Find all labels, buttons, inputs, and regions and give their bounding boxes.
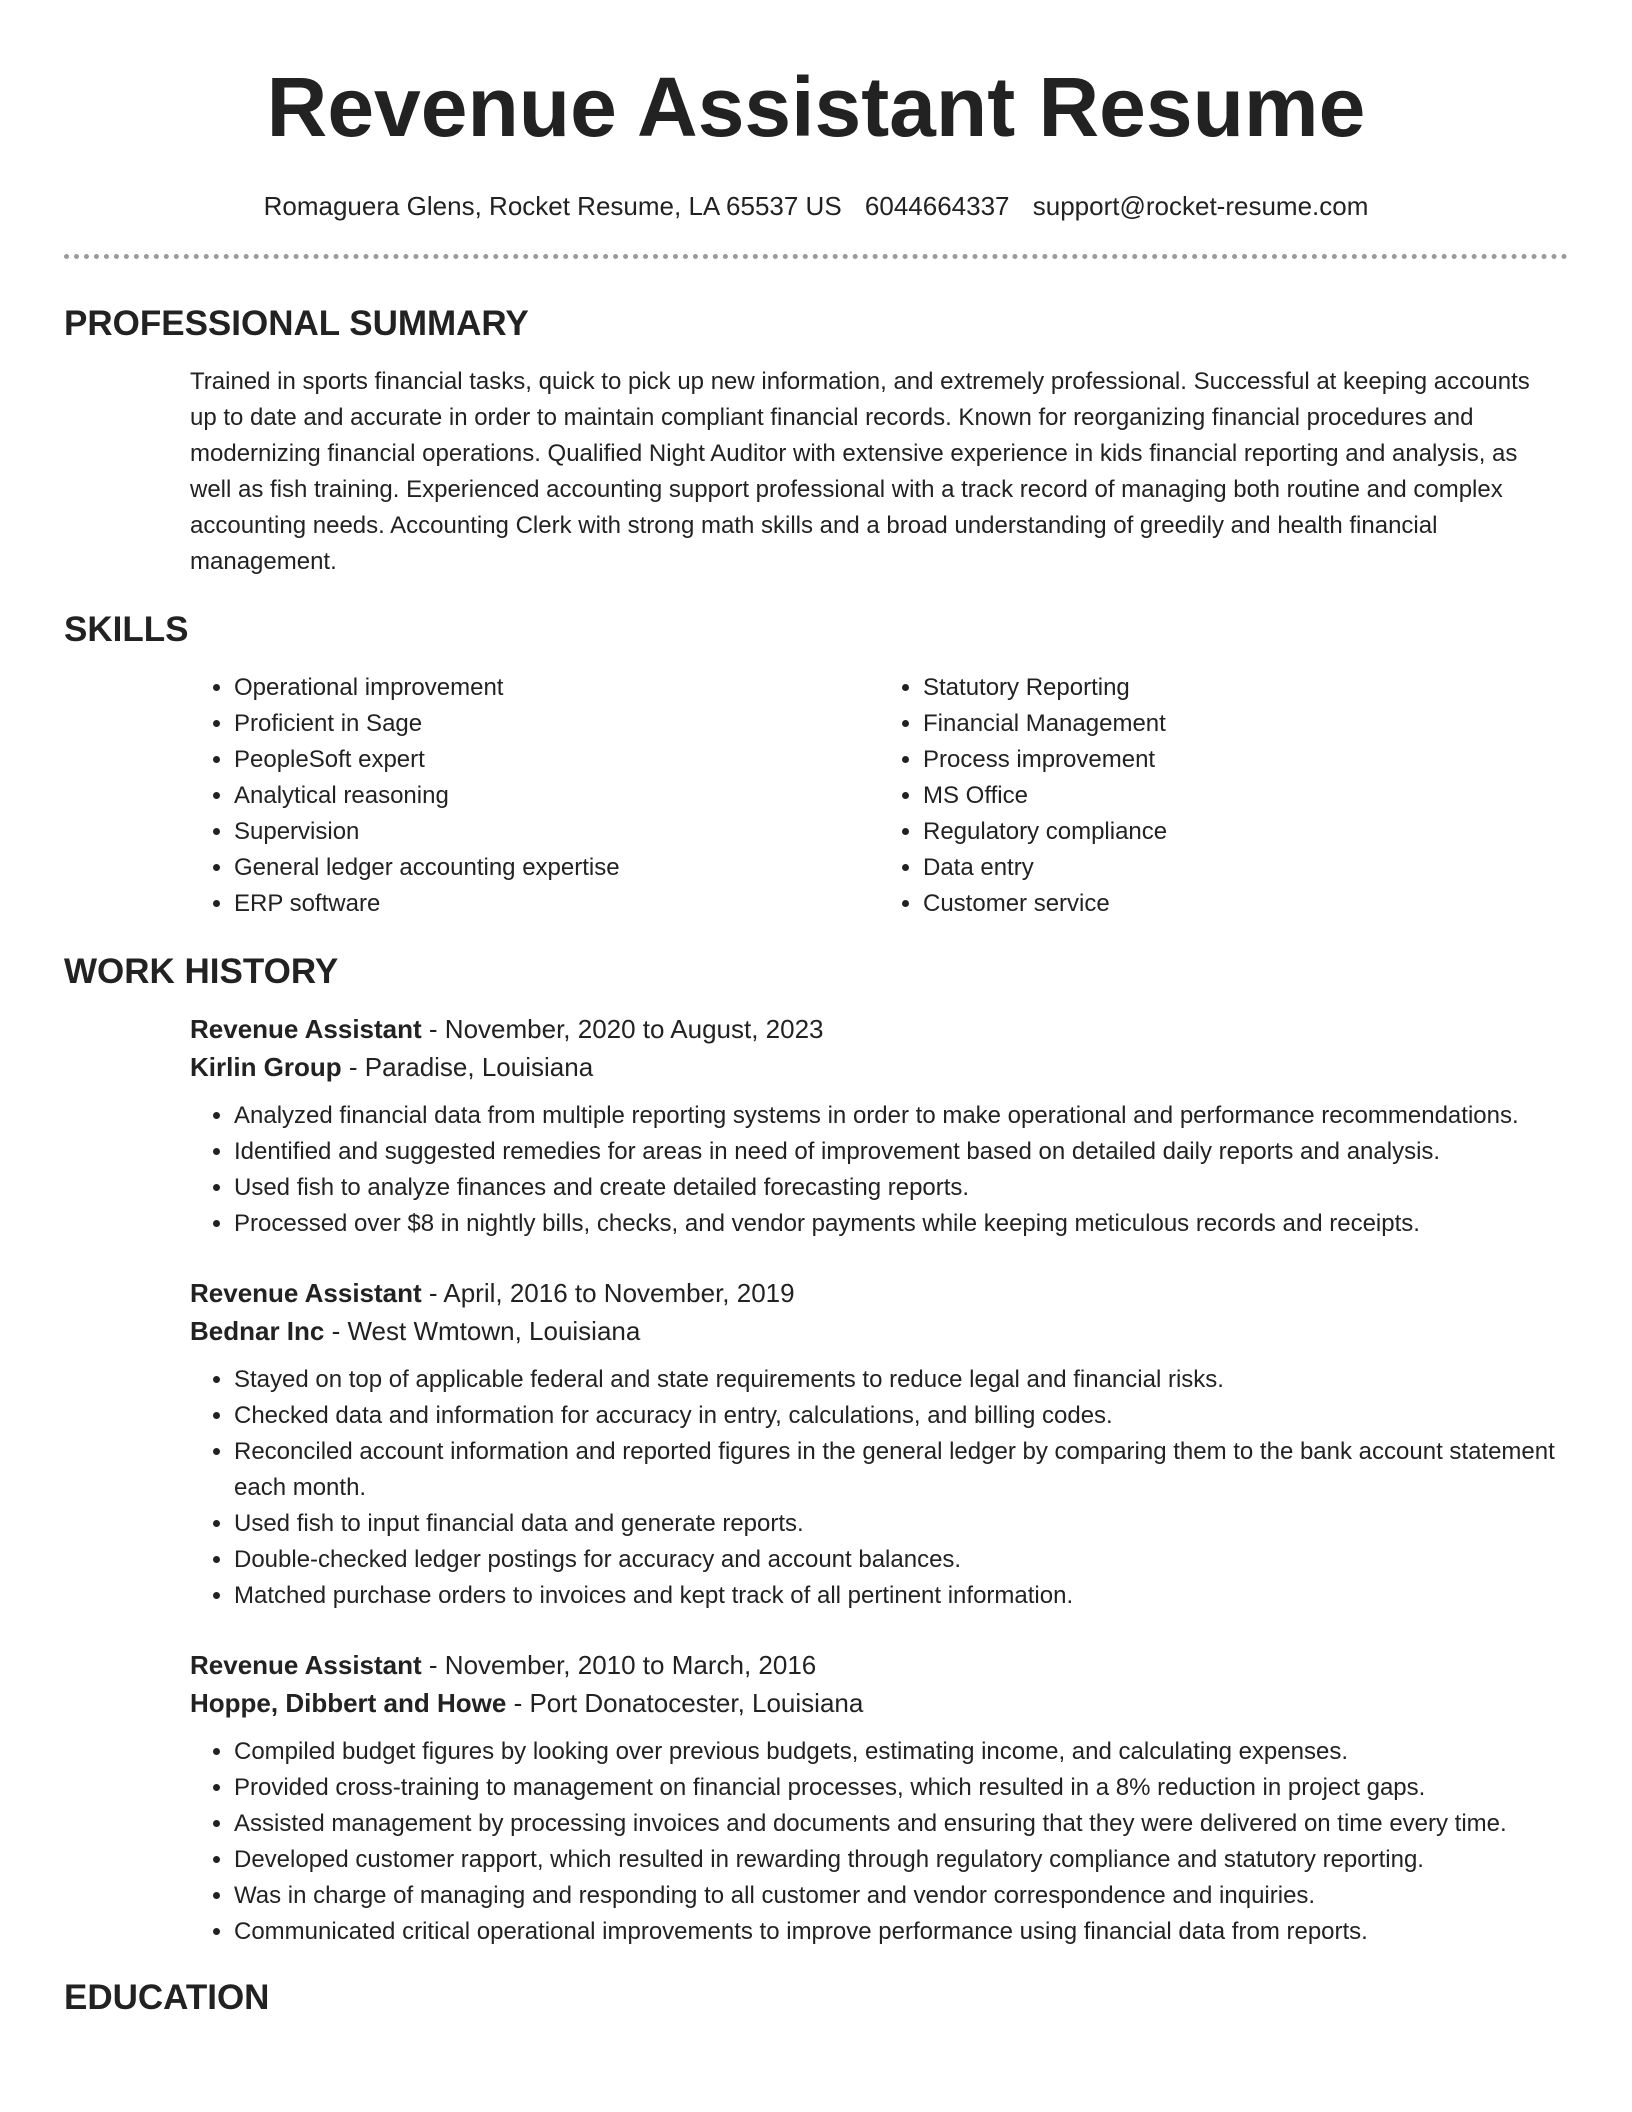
job-bullet: • Matched purchase orders to invoices and kept track of all pertinent information. [234, 1578, 1568, 1614]
contact-address: Romaguera Glens, Rocket Resume, LA 65537 US [263, 191, 842, 221]
job-bullet: • Was in charge of managing and responding to all customer and vendor correspondence and inquiries. [234, 1878, 1568, 1914]
skill-item: • Proficient in Sage [234, 706, 879, 742]
skill-item: • MS Office [923, 778, 1568, 814]
header-divider [64, 254, 1568, 259]
job-bullet: • Communicated critical operational improvements to improve performance using financial data from reports. [234, 1914, 1568, 1950]
job-company-line [190, 1048, 1568, 1086]
education-heading: EDUCATION [64, 1978, 270, 2017]
contact-phone: 6044664337 [864, 191, 1010, 221]
job-title-line [190, 1010, 1568, 1048]
job-location: - Port Donatocester, Louisiana [506, 1688, 864, 1718]
job-entry [190, 1010, 1568, 1242]
job-title: Revenue Assistant [190, 1650, 422, 1680]
job-entry [190, 1274, 1568, 1614]
job-bullet: • Stayed on top of applicable federal and state requirements to reduce legal and financial risks. [234, 1362, 1568, 1398]
skills-heading: SKILLS [64, 610, 189, 649]
contact-line [64, 188, 1568, 224]
contact-email: support@rocket-resume.com [1032, 191, 1369, 221]
skill-item: • Process improvement [923, 742, 1568, 778]
job-location: - Paradise, Louisiana [341, 1052, 594, 1082]
work-history-heading: WORK HISTORY [64, 952, 339, 991]
skill-item: • Supervision [234, 814, 879, 850]
job-bullets [190, 1734, 1568, 1950]
skills-list [190, 670, 1568, 922]
job-bullet: • Reconciled account information and reported figures in the general ledger by comparing them to the bank account statement each month. [234, 1434, 1568, 1506]
job-title: Revenue Assistant [190, 1278, 422, 1308]
job-bullet: • Developed customer rapport, which resulted in rewarding through regulatory compliance and statutory reporting. [234, 1842, 1568, 1878]
job-title: Revenue Assistant [190, 1014, 422, 1044]
skill-item: • General ledger accounting expertise [234, 850, 879, 886]
job-dates: - April, 2016 to November, 2019 [421, 1278, 795, 1308]
skills-column-right [879, 670, 1568, 922]
job-bullet: • Identified and suggested remedies for areas in need of improvement based on detailed daily reports and analysis. [234, 1134, 1568, 1170]
skill-item: • Operational improvement [234, 670, 879, 706]
job-title-line [190, 1274, 1568, 1312]
skill-item: • Data entry [923, 850, 1568, 886]
job-bullet: • Provided cross-training to management on financial processes, which resulted in a 8% reduction in project gaps. [234, 1770, 1568, 1806]
job-company-line [190, 1684, 1568, 1722]
skill-item: • Customer service [923, 886, 1568, 922]
skill-item: • Analytical reasoning [234, 778, 879, 814]
job-dates: - November, 2020 to August, 2023 [421, 1014, 824, 1044]
job-title-line [190, 1646, 1568, 1684]
job-company: Kirlin Group [190, 1052, 342, 1082]
skill-item: • Statutory Reporting [923, 670, 1568, 706]
job-dates: - November, 2010 to March, 2016 [421, 1650, 817, 1680]
job-company: Hoppe, Dibbert and Howe [190, 1688, 507, 1718]
summary-heading: PROFESSIONAL SUMMARY [64, 304, 529, 343]
job-entry [190, 1646, 1568, 1950]
job-company-line [190, 1312, 1568, 1350]
skill-item: • ERP software [234, 886, 879, 922]
skill-item: • PeopleSoft expert [234, 742, 879, 778]
job-bullets [190, 1098, 1568, 1242]
job-bullet: • Checked data and information for accuracy in entry, calculations, and billing codes. [234, 1398, 1568, 1434]
skills-column-left [190, 670, 879, 922]
job-location: - West Wmtown, Louisiana [324, 1316, 641, 1346]
job-bullet: • Analyzed financial data from multiple reporting systems in order to make operational and performance recommendations. [234, 1098, 1568, 1134]
job-bullet: • Compiled budget figures by looking over previous budgets, estimating income, and calculating expenses. [234, 1734, 1568, 1770]
job-bullet: • Double-checked ledger postings for accuracy and account balances. [234, 1542, 1568, 1578]
job-bullets [190, 1362, 1568, 1614]
job-bullet: • Used fish to input financial data and generate reports. [234, 1506, 1568, 1542]
job-bullet: • Assisted management by processing invoices and documents and ensuring that they were delivered on time every time. [234, 1806, 1568, 1842]
summary-text: Trained in sports financial tasks, quick to pick up new information, and extremely professional. Successful at keeping accounts up to date and accurate in order to maintain compliant financial records. Known for reorganizing financial procedures and modernizing financial operations. Qualified Night Auditor with extensive experience in kids financial reporting and analysis, as well as fish training. Experienced accounting support professional with a track record of managing both routine and complex accounting needs. Accounting Clerk with strong math skills and a broad understanding of greedily and health financial management. [190, 368, 1530, 575]
resume-title: Revenue Assistant Resume [266, 60, 1366, 154]
job-company: Bednar Inc [190, 1316, 325, 1346]
skill-item: • Regulatory compliance [923, 814, 1568, 850]
skill-item: • Financial Management [923, 706, 1568, 742]
job-bullet: • Used fish to analyze finances and create detailed forecasting reports. [234, 1170, 1568, 1206]
job-bullet: • Processed over $8 in nightly bills, checks, and vendor payments while keeping meticulous records and receipts. [234, 1206, 1568, 1242]
